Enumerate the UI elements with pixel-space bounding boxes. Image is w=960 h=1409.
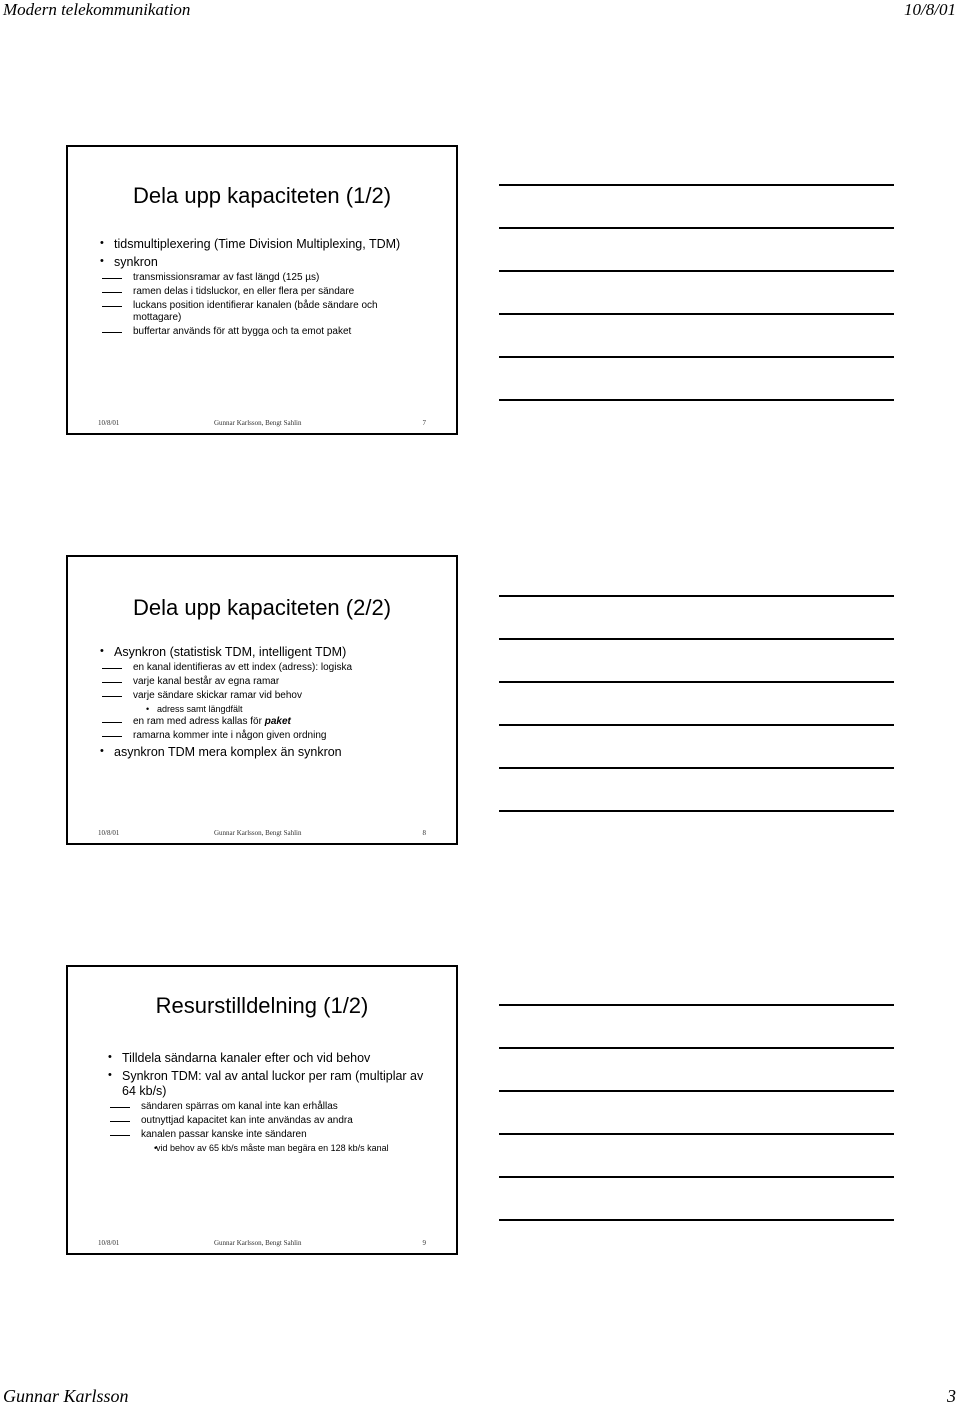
note-line: [499, 724, 894, 726]
sub-bullet: luckans position identifierar kanalen (både sändare och mottagare): [100, 300, 448, 325]
slide-footer-authors: Gunnar Karlsson, Bengt Sahlin: [214, 829, 302, 837]
bullet: • Synkron TDM: val av antal luckor per ram (multiplar av 64 kb/s): [108, 1069, 448, 1100]
slide-footer-authors: Gunnar Karlsson, Bengt Sahlin: [214, 419, 302, 427]
bullet: • Tilldela sändarna kanaler efter och vid behov: [108, 1051, 448, 1067]
note-line: [499, 270, 894, 272]
slide-footer-date: 10/8/01: [98, 829, 120, 837]
page-header-title: Modern telekommunikation: [3, 0, 191, 19]
note-line: [499, 356, 894, 358]
note-line: [499, 767, 894, 769]
page-footer-number: 3: [947, 1386, 956, 1406]
sub-bullet: outnyttjad kapacitet kan inte användas av andra: [108, 1115, 448, 1128]
page-header-date: 10/8/01: [904, 0, 956, 19]
sub-bullet: varje kanal består av egna ramar: [100, 676, 448, 689]
slide-9: [66, 965, 458, 1255]
note-line: [499, 810, 894, 812]
slide-8: [66, 555, 458, 845]
bullet: • asynkron TDM mera komplex än synkron: [100, 745, 448, 761]
note-line: [499, 227, 894, 229]
note-line: [499, 184, 894, 186]
slide-number: 7: [422, 419, 426, 427]
sub-bullet: en kanal identifieras av ett index (adress): logiska: [100, 662, 448, 675]
note-line: [499, 595, 894, 597]
slide-content: [100, 235, 448, 339]
sub-bullet: ramarna kommer inte i någon given ordning: [100, 730, 448, 743]
sub-bullet: buffertar används för att bygga och ta emot paket: [100, 326, 448, 339]
slide-content: [108, 1049, 448, 1154]
slide-title: Dela upp kapaciteten (1/2): [132, 183, 392, 208]
page-footer-author: Gunnar Karlsson: [3, 1386, 129, 1406]
bullet: • tidsmultiplexering (Time Division Multiplexing, TDM): [100, 237, 448, 253]
note-line: [499, 681, 894, 683]
sub-bullet: transmissionsramar av fast längd (125 µs): [100, 272, 448, 285]
note-line: [499, 1004, 894, 1006]
slide-footer-authors: Gunnar Karlsson, Bengt Sahlin: [214, 1239, 302, 1247]
slide-number: 9: [422, 1239, 426, 1247]
note-line: [499, 1047, 894, 1049]
sub-bullet: sändaren spärras om kanal inte kan erhållas: [108, 1101, 448, 1114]
slide-7: [66, 145, 458, 435]
slide-number: 8: [422, 829, 426, 837]
sub-bullet: [100, 716, 448, 729]
emphasis-term: paket: [264, 716, 291, 728]
bullet: • Asynkron (statistisk TDM, intelligent TDM): [100, 645, 448, 661]
note-line: [499, 1176, 894, 1178]
slide-title: Dela upp kapaciteten (2/2): [132, 595, 392, 620]
sub-bullet-text: en ram med adress kallas för: [133, 716, 262, 728]
note-line: [499, 313, 894, 315]
slide-footer-date: 10/8/01: [98, 1239, 120, 1247]
sub-sub-bullet: • vid behov av 65 kb/s måste man begära en 128 kb/s kanal: [108, 1143, 448, 1154]
note-line: [499, 399, 894, 401]
bullet: • synkron: [100, 255, 448, 271]
note-line: [499, 638, 894, 640]
note-line: [499, 1133, 894, 1135]
sub-bullet: varje sändare skickar ramar vid behov: [100, 690, 448, 703]
note-line: [499, 1219, 894, 1221]
sub-bullet: ramen delas i tidsluckor, en eller flera per sändare: [100, 286, 448, 299]
slide-footer-date: 10/8/01: [98, 419, 120, 427]
sub-sub-bullet: • adress samt längdfält: [100, 704, 448, 715]
slide-content: [100, 643, 448, 761]
note-line: [499, 1090, 894, 1092]
slide-title: Resurstilldelning (1/2): [155, 993, 369, 1018]
sub-bullet: kanalen passar kanske inte sändaren: [108, 1129, 448, 1142]
